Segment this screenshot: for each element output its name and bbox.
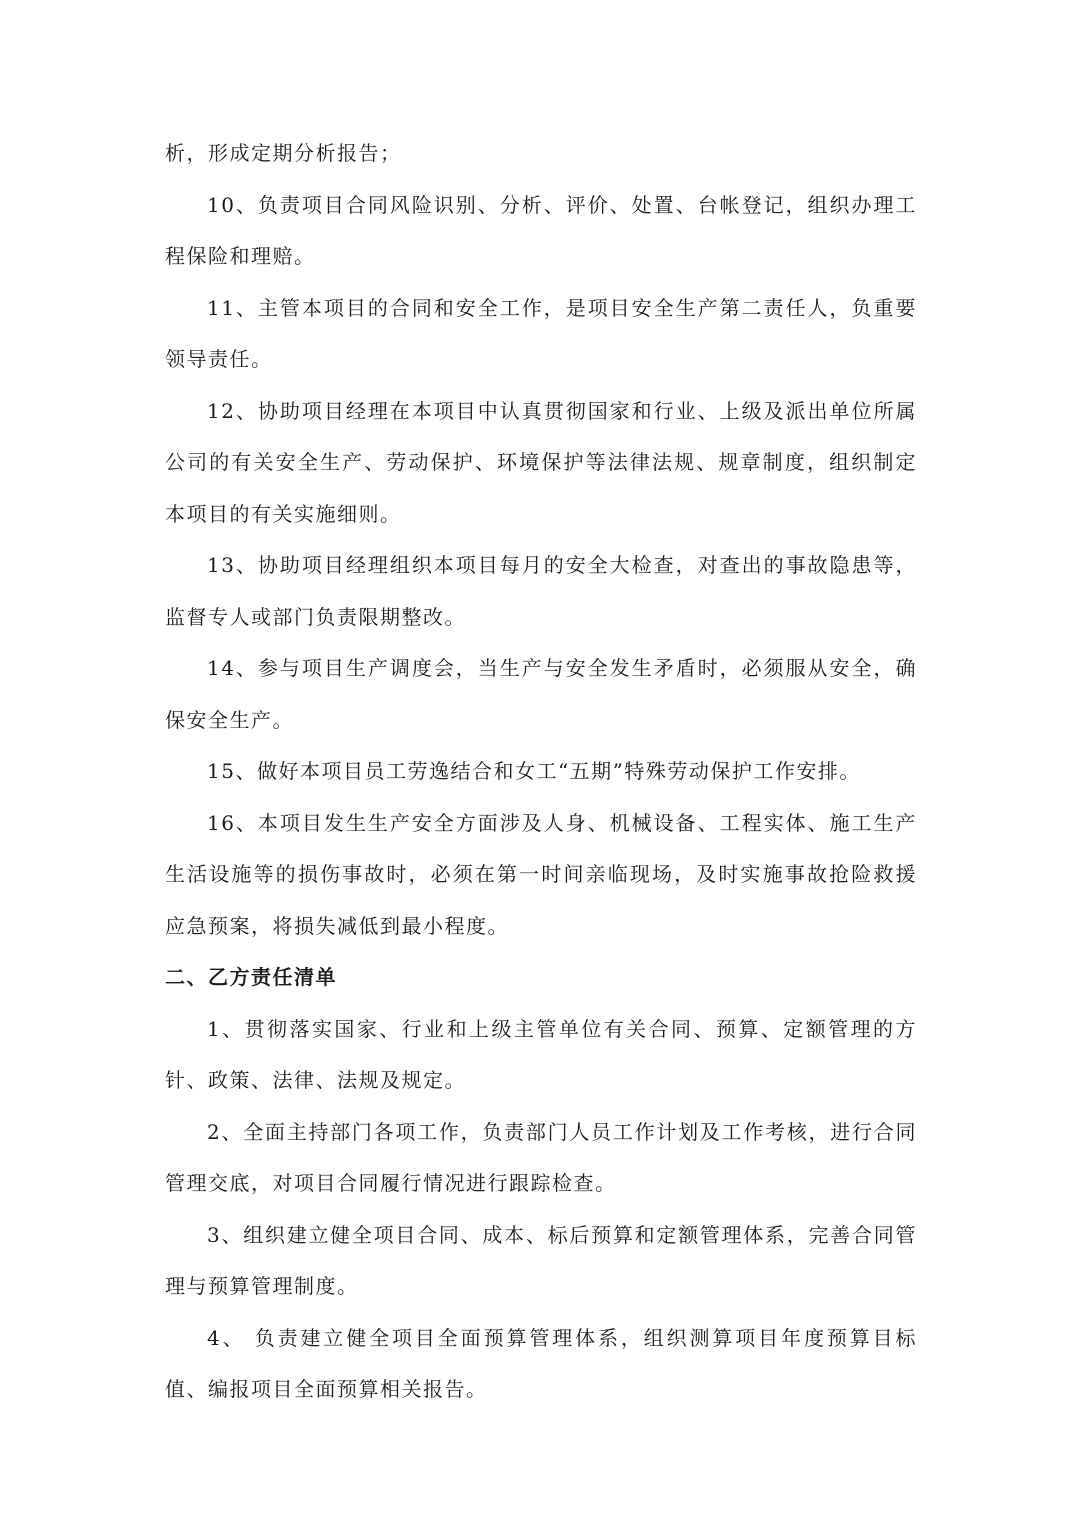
document-page (165, 128, 917, 1416)
section-heading: 二、乙方责任清单 (165, 965, 337, 989)
paragraph-item-16: 16、本项目发生生产安全方面涉及人身、机械设备、工程实体、施工生产生活设施等的损伤事故时，必须在第一时间亲临现场，及时实施事故抢险救援应急预案，将损失减低到最小程度。 (165, 810, 917, 938)
paragraph-item-12: 12、协助项目经理在本项目中认真贯彻国家和行业、上级及派出单位所属公司的有关安全生产、劳动保护、环境保护等法律法规、规章制度，组织制定本项目的有关实施细则。 (165, 398, 917, 526)
section-paragraph-item-1: 1、贯彻落实国家、行业和上级主管单位有关合同、预算、定额管理的方针、政策、法律、法规及规定。 (165, 1016, 917, 1092)
section-paragraph-item-3: 3、组织建立健全项目合同、成本、标后预算和定额管理体系，完善合同管理与预算管理制度。 (165, 1222, 917, 1298)
section-paragraph-item-2: 2、全面主持部门各项工作，负责部门人员工作计划及工作考核，进行合同管理交底，对项目合同履行情况进行跟踪检查。 (165, 1119, 917, 1195)
paragraph-item-11: 11、主管本项目的合同和安全工作，是项目安全生产第二责任人，负重要领导责任。 (165, 295, 917, 371)
paragraph-item-15: 15、做好本项目员工劳逸结合和女工“五期”特殊劳动保护工作安排。 (207, 759, 861, 783)
paragraph-item-13: 13、协助项目经理组织本项目每月的安全大检查，对查出的事故隐患等，监督专人或部门负责限期整改。 (165, 553, 917, 629)
section-paragraph-item-4: 4、 负责建立健全项目全面预算管理体系，组织测算项目年度预算目标值、编报项目全面预算相关报告。 (165, 1325, 917, 1401)
paragraph-item-14: 14、参与项目生产调度会，当生产与安全发生矛盾时，必须服从安全，确保安全生产。 (165, 656, 917, 732)
paragraph-continuation: 析，形成定期分析报告； (165, 141, 402, 165)
paragraph-item-10: 10、负责项目合同风险识别、分析、评价、处置、台帐登记，组织办理工程保险和理赔。 (165, 192, 917, 268)
